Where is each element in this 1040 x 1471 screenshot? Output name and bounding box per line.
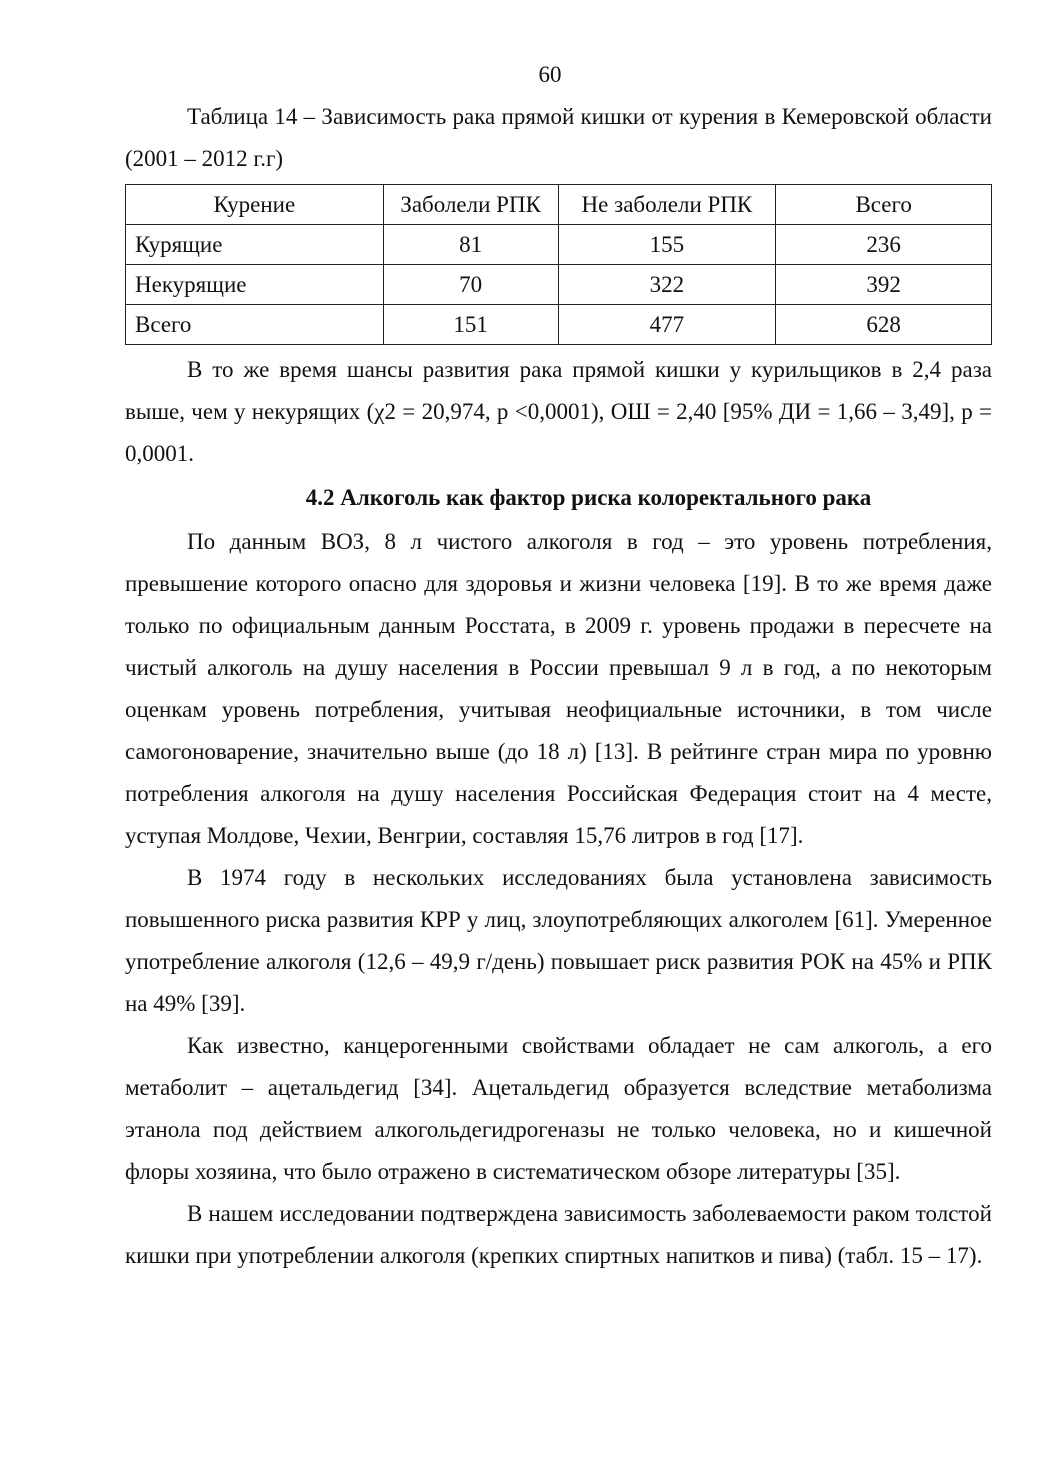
table-cell: 392: [776, 265, 992, 305]
table-header-cell: Заболели РПК: [383, 185, 558, 225]
section-heading: 4.2 Алкоголь как фактор риска колоректального рака: [305, 485, 872, 510]
paragraph: В то же время шансы развития рака прямой кишки у курильщиков в 2,4 раза выше, чем у некурящих (χ2 = 20,974, p <0,0001), ОШ = 2,40 [95% ДИ = 1,66 – 3,49], p = 0,0001.: [125, 357, 992, 466]
table-cell: 151: [383, 305, 558, 345]
table-cell: Всего: [126, 305, 384, 345]
table-header-cell: Не заболели РПК: [558, 185, 776, 225]
table-cell: 477: [558, 305, 776, 345]
paragraph: В 1974 году в нескольких исследованиях была установлена зависимость повышенного риска развития КРР у лиц, злоупотребляющих алкоголем [61]. Умеренное употребление алкоголя (12,6 – 49,9 г/день) повышает риск развития РОК на 45% и РПК на 49% [39].: [125, 865, 992, 1016]
table-header-row: [126, 185, 992, 225]
smoking-table: [125, 184, 992, 345]
document-body: [125, 96, 992, 1277]
table-cell: 81: [383, 225, 558, 265]
page-number: 60: [538, 62, 562, 87]
table-header-cell: Курение: [126, 185, 384, 225]
table-cell: 236: [776, 225, 992, 265]
table-header-cell: Всего: [776, 185, 992, 225]
table-caption: Таблица 14 – Зависимость рака прямой кишки от курения в Кемеровской области (2001 – 2012 г.г): [125, 104, 992, 171]
paragraph: Как известно, канцерогенными свойствами обладает не сам алкоголь, а его метаболит – ацетальдегид [34]. Ацетальдегид образуется вследствие метаболизма этанола под действием алкогольдегидрогеназы не только человека, но и кишечной флоры хозяина, что было отражено в систематическом обзоре литературы [35].: [125, 1033, 992, 1184]
table-row: [126, 225, 992, 265]
table-cell: Некурящие: [126, 265, 384, 305]
table-cell: Курящие: [126, 225, 384, 265]
table-cell: 628: [776, 305, 992, 345]
table-cell: 70: [383, 265, 558, 305]
paragraph: В нашем исследовании подтверждена зависимость заболеваемости раком толстой кишки при употреблении алкоголя (крепких спиртных напитков и пива) (табл. 15 – 17).: [125, 1201, 992, 1268]
table-cell: 322: [558, 265, 776, 305]
table-row: [126, 265, 992, 305]
table-cell: 155: [558, 225, 776, 265]
paragraph: По данным ВОЗ, 8 л чистого алкоголя в год – это уровень потребления, превышение которого опасно для здоровья и жизни человека [19]. В то же время даже только по официальным данным Росстата, в 2009 г. уровень продажи в пересчете на чистый алкоголь на душу населения в России превышал 9 л в год, а по некоторым оценкам уровень потребления, учитывая неофициальные источники, в том числе самогоноварение, значительно выше (до 18 л) [13]. В рейтинге стран мира по уровню потребления алкоголя на душу населения Российская Федерация стоит на 4 месте, уступая Молдове, Чехии, Венгрии, составляя 15,76 литров в год [17].: [125, 529, 992, 848]
table-row: [126, 305, 992, 345]
